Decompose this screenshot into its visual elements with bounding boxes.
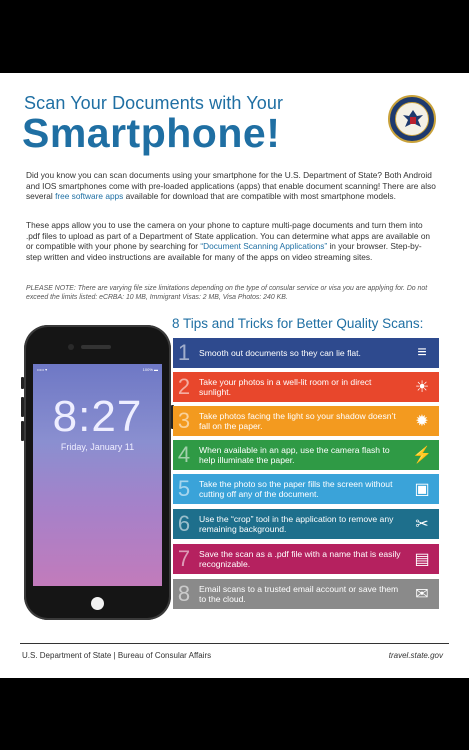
tip-6: 6 Use the “crop” tool in the application to remove any remaining background. ✂ <box>173 509 439 539</box>
intro-paragraph-2: These apps allow you to use the camera on your phone to capture multi-page documents and turn them into .pdf files to upload as part of a Department of State application. You can determine what apps are available on or compatible with your phone by searching for “Document Scanning Applications” in your browser. Step-by-step written and video instructions are available for many of the apps on video streaming sites. <box>26 220 431 262</box>
lock-screen-date: Friday, January 11 <box>60 442 135 452</box>
file-size-note: PLEASE NOTE: There are varying file size limitations depending on the type of consular service or visa you are applying for. Do not exceed the limits listed: eCRBA: 10 MB, Immigrant Visas: 2 MB, Visa Photos: 240 KB. <box>26 285 428 301</box>
department-seal-icon <box>388 95 436 143</box>
tip-8: 8 Email scans to a trusted email account or save them to the cloud. ✉ <box>173 579 439 609</box>
lock-screen-time: 8:27 <box>52 392 143 441</box>
email-icon: ✉ <box>415 586 429 603</box>
carrier-signal: ••••• ▾ <box>37 367 48 372</box>
hand-phone-icon: ▣ <box>414 481 430 498</box>
title-line-1: Scan Your Documents with Your <box>24 93 284 113</box>
smartphone-illustration <box>24 325 171 620</box>
document-icon: ≡ <box>417 344 427 361</box>
lock-screen <box>33 364 162 586</box>
free-software-apps-link[interactable]: free software apps <box>55 191 124 202</box>
battery-status: 100% ▬ <box>142 367 158 372</box>
footer-website-link[interactable]: travel.state.gov <box>388 651 443 660</box>
front-camera-icon <box>68 344 74 350</box>
tip-4: 4 When available in an app, use the camera flash to help illuminate the paper. ⚡ <box>173 440 439 470</box>
tip-3: 3 Take photos facing the light so your shadow doesn’t fall on the paper. ✹ <box>173 406 439 436</box>
footer-divider <box>20 643 449 644</box>
tip-1: 1 Smooth out documents so they can lie flat. ≡ <box>173 338 439 368</box>
lightbulb-icon: ✹ <box>415 413 429 430</box>
title-line-2: Smartphone! <box>22 110 281 156</box>
tip-2: 2 Take your photos in a well-lit room or in direct sunlight. ☀ <box>173 372 439 402</box>
crop-icon: ✂ <box>415 516 429 533</box>
flyer-page <box>0 73 469 678</box>
intro-paragraph-1: Did you know you can scan documents using your smartphone for the U.S. Department of State? Both Android and IOS smartphones come with pre-loaded applications (apps) that enable document scanning! There are also several free software apps available for download that are compatible with most smartphone models. <box>26 170 436 202</box>
speaker-icon <box>81 345 111 349</box>
sun-phone-icon: ☀ <box>414 379 430 396</box>
save-icon: ▤ <box>414 551 430 568</box>
document-scanning-link[interactable]: “Document Scanning Applications” <box>200 241 328 252</box>
tip-7: 7 Save the scan as a .pdf file with a name that is easily recognizable. ▤ <box>173 544 439 574</box>
footer-agency: U.S. Department of State | Bureau of Consular Affairs <box>22 651 212 660</box>
home-button-icon <box>91 597 104 610</box>
tip-5: 5 Take the photo so the paper fills the screen without cutting off any of the document. ▣ <box>173 474 439 504</box>
tips-heading: 8 Tips and Tricks for Better Quality Scans: <box>172 316 424 331</box>
flash-icon: ⚡ <box>412 447 432 464</box>
